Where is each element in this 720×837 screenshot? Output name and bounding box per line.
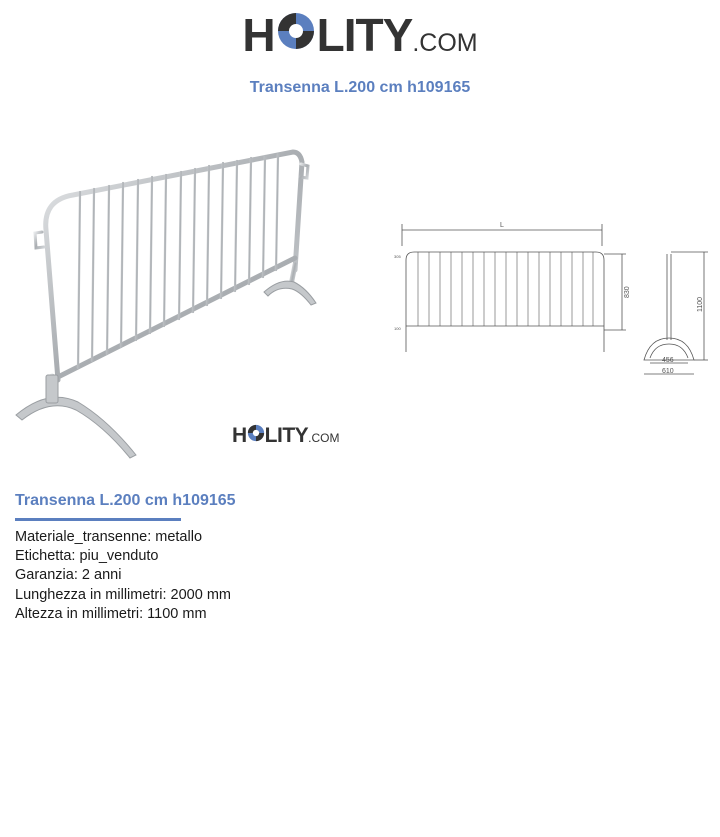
barrier-photo — [8, 140, 353, 460]
watermark-domain: .COM — [308, 431, 340, 445]
page-title: Transenna L.200 cm h109165 — [249, 79, 471, 96]
spec-list — [15, 528, 231, 624]
product-title: Transenna L.200 cm h109165 — [15, 492, 236, 509]
spec-value: 2000 mm — [170, 586, 231, 603]
spec-row-warranty: Garanzia: 2 anni — [15, 567, 122, 584]
spec-label: Lunghezza in millimetri — [15, 586, 163, 603]
drawing-total-height-label: 1100 — [697, 296, 704, 312]
spec-value: metallo — [155, 529, 203, 545]
brand-logo[interactable] — [0, 8, 720, 62]
photo-watermark — [232, 424, 340, 448]
spec-label: Altezza in millimetri — [15, 605, 140, 622]
logo-domain: .COM — [412, 29, 478, 57]
spec-label: Etichetta — [15, 548, 72, 565]
drawing-base-inner-label: 456 — [662, 357, 674, 364]
spec-row-label: Etichetta: piu_venduto — [15, 548, 159, 565]
technical-drawing — [392, 212, 710, 382]
watermark-logo-icon — [247, 424, 265, 442]
holity-logo-icon — [276, 11, 316, 51]
drawing-small-top-label: 305 — [394, 254, 401, 259]
drawing-height-label: 830 — [624, 286, 631, 298]
spec-value: piu_venduto — [79, 548, 159, 565]
drawing-small-bottom-label: 100 — [394, 326, 401, 331]
logo-suffix: LITY — [316, 9, 413, 61]
logo-prefix: H — [242, 9, 275, 61]
watermark-prefix: H — [232, 424, 247, 447]
drawing-length-label: L — [500, 222, 504, 229]
watermark-suffix: LITY — [264, 424, 309, 447]
spec-row-material: Materiale_transenne: metallo — [15, 529, 203, 545]
spec-label: Garanzia — [15, 567, 74, 584]
spec-value: 2 anni — [81, 567, 122, 584]
spec-value: 1100 mm — [147, 605, 207, 622]
spec-row-height: Altezza in millimetri: 1100 mm — [15, 605, 207, 622]
spec-row-length: Lunghezza in millimetri: 2000 mm — [15, 586, 231, 603]
spec-label: Materiale_transenne — [15, 529, 148, 545]
title-underline — [15, 518, 181, 521]
drawing-base-outer-label: 610 — [662, 368, 674, 375]
